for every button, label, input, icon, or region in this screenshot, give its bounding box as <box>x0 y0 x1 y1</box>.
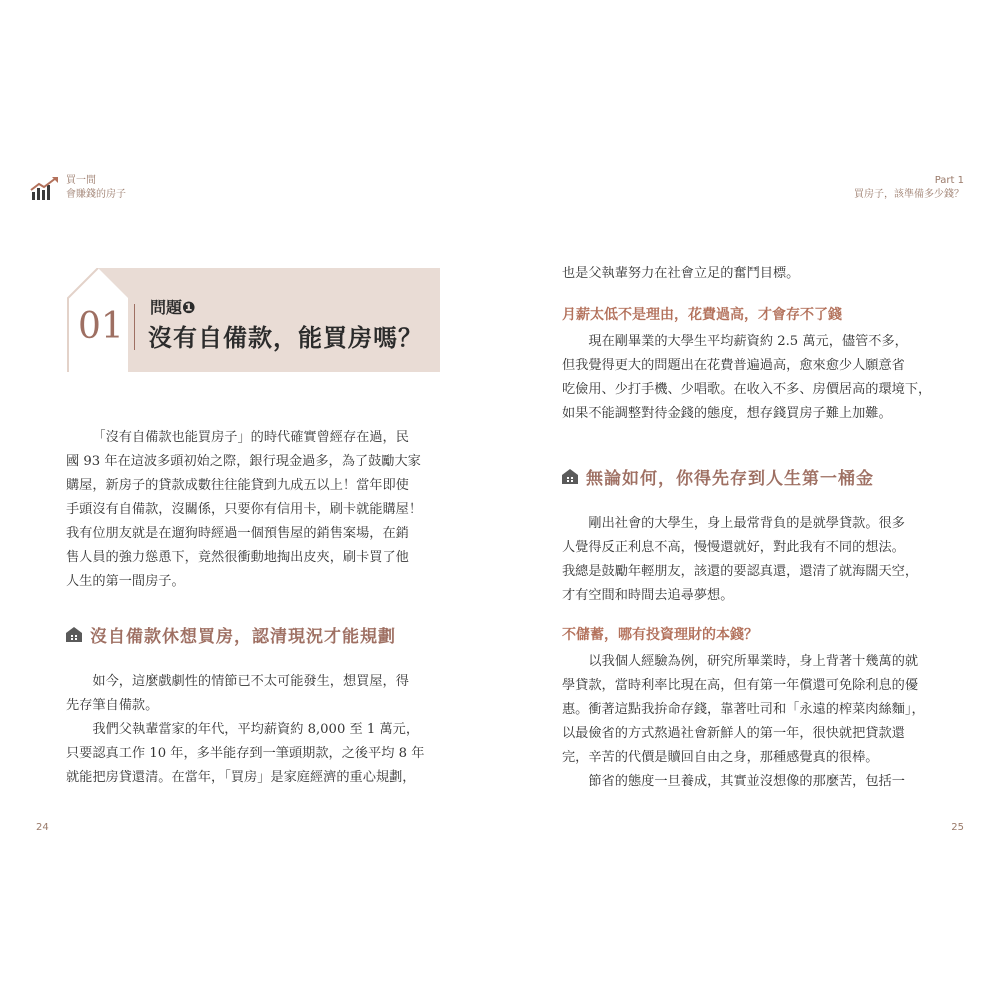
section-heading-right: 無論如何，你得先存到人生第一桶金 <box>562 464 874 489</box>
subheading-1: 月薪太低不是理由，花費過高，才會存不了錢 <box>562 307 842 323</box>
question-label: 問題❶ <box>150 298 196 317</box>
subheading-2-paragraph-1: 以我個人經驗為例，研究所畢業時，身上背著十幾萬的就 學貸款，當時利率比現在高，但有第一年償還可免除利息的優 惠。衝著這點我拚命存錢，靠著吐司和「永遠的榨菜肉絲麵」， 以最儉省的方式熬過社會新鮮人的第一年，很快就把貸款還 完，辛苦的代價是贖回自由之身，那種感覺真的很棒。 <box>562 654 925 765</box>
page-number-right: 25 <box>951 822 964 833</box>
subheading-2: 不儲蓄，哪有投資理財的本錢？ <box>562 627 758 643</box>
section-heading-left: 沒自備款休想買房，認清現況才能規劃 <box>66 622 396 647</box>
house-icon <box>562 469 578 484</box>
house-icon <box>66 627 82 642</box>
section-paragraph-left-1: 如今，這麼戲劇性的情節已不太可能發生，想買屋，得 先存筆自備款。 <box>66 674 409 713</box>
part-header: Part 1 買房子，該準備多少錢？ <box>854 175 964 200</box>
chapter-title: 沒有自備款，能買房嗎？ <box>148 324 423 352</box>
page-number-left: 24 <box>36 822 49 833</box>
subheading-1-paragraph: 現在剛畢業的大學生平均薪資約 2.5 萬元，儘管不多， 但我覺得更大的問題出在花費普遍過高，愈來愈少人願意省 吃儉用、少打手機、少唱歌。在收入不多、房價居高的環境下， 如果不能調整對待金錢的態度，想存錢買房子難上加難。 <box>562 334 932 421</box>
book-title: 買一間 會賺錢的房子 <box>66 175 126 200</box>
growth-house-logo-icon <box>30 176 60 202</box>
section-paragraph-right: 剛出社會的大學生，身上最常背負的是就學貸款。很多 人覺得反正利息不高，慢慢還就好，對此我有不同的想法。 我總是鼓勵年輕朋友，該還的要認真還，還清了就海闊天空， 才有空間和時間去追尋夢想。 <box>562 516 919 603</box>
continuation-paragraph: 也是父執輩努力在社會立足的奮鬥目標。 <box>562 266 800 281</box>
chapter-divider <box>134 304 135 350</box>
section-paragraph-left-2: 我們父執輩當家的年代，平均薪資約 8,000 至 1 萬元， 只要認真工作 10 年，多半能存到一筆頭期款，之後平均 8 年 就能把房貸還清。在當年，「買房」是家庭經濟的重心規劃， <box>66 722 425 785</box>
chapter-number: 01 <box>78 306 124 347</box>
subheading-2-paragraph-2: 節省的態度一旦養成，其實並沒想像的那麼苦，包括一 <box>588 774 905 789</box>
intro-paragraph: 「沒有自備款也能買房子」的時代確實曾經存在過，民 國 93 年在這波多頭初始之際，銀行現金過多，為了鼓勵大家 購屋，新房子的貸款成數往往能貸到九成五以上！當年即使 手頭沒有自備款，沒關係，只要你有信用卡，刷卡就能購屋！ 我有位朋友就是在遛狗時經過一個預售屋的銷售案場，在銷 售人員的強力慫恿下，竟然很衝動地掏出皮夾，刷卡買了他 人生的第一間房子。 <box>66 430 423 589</box>
